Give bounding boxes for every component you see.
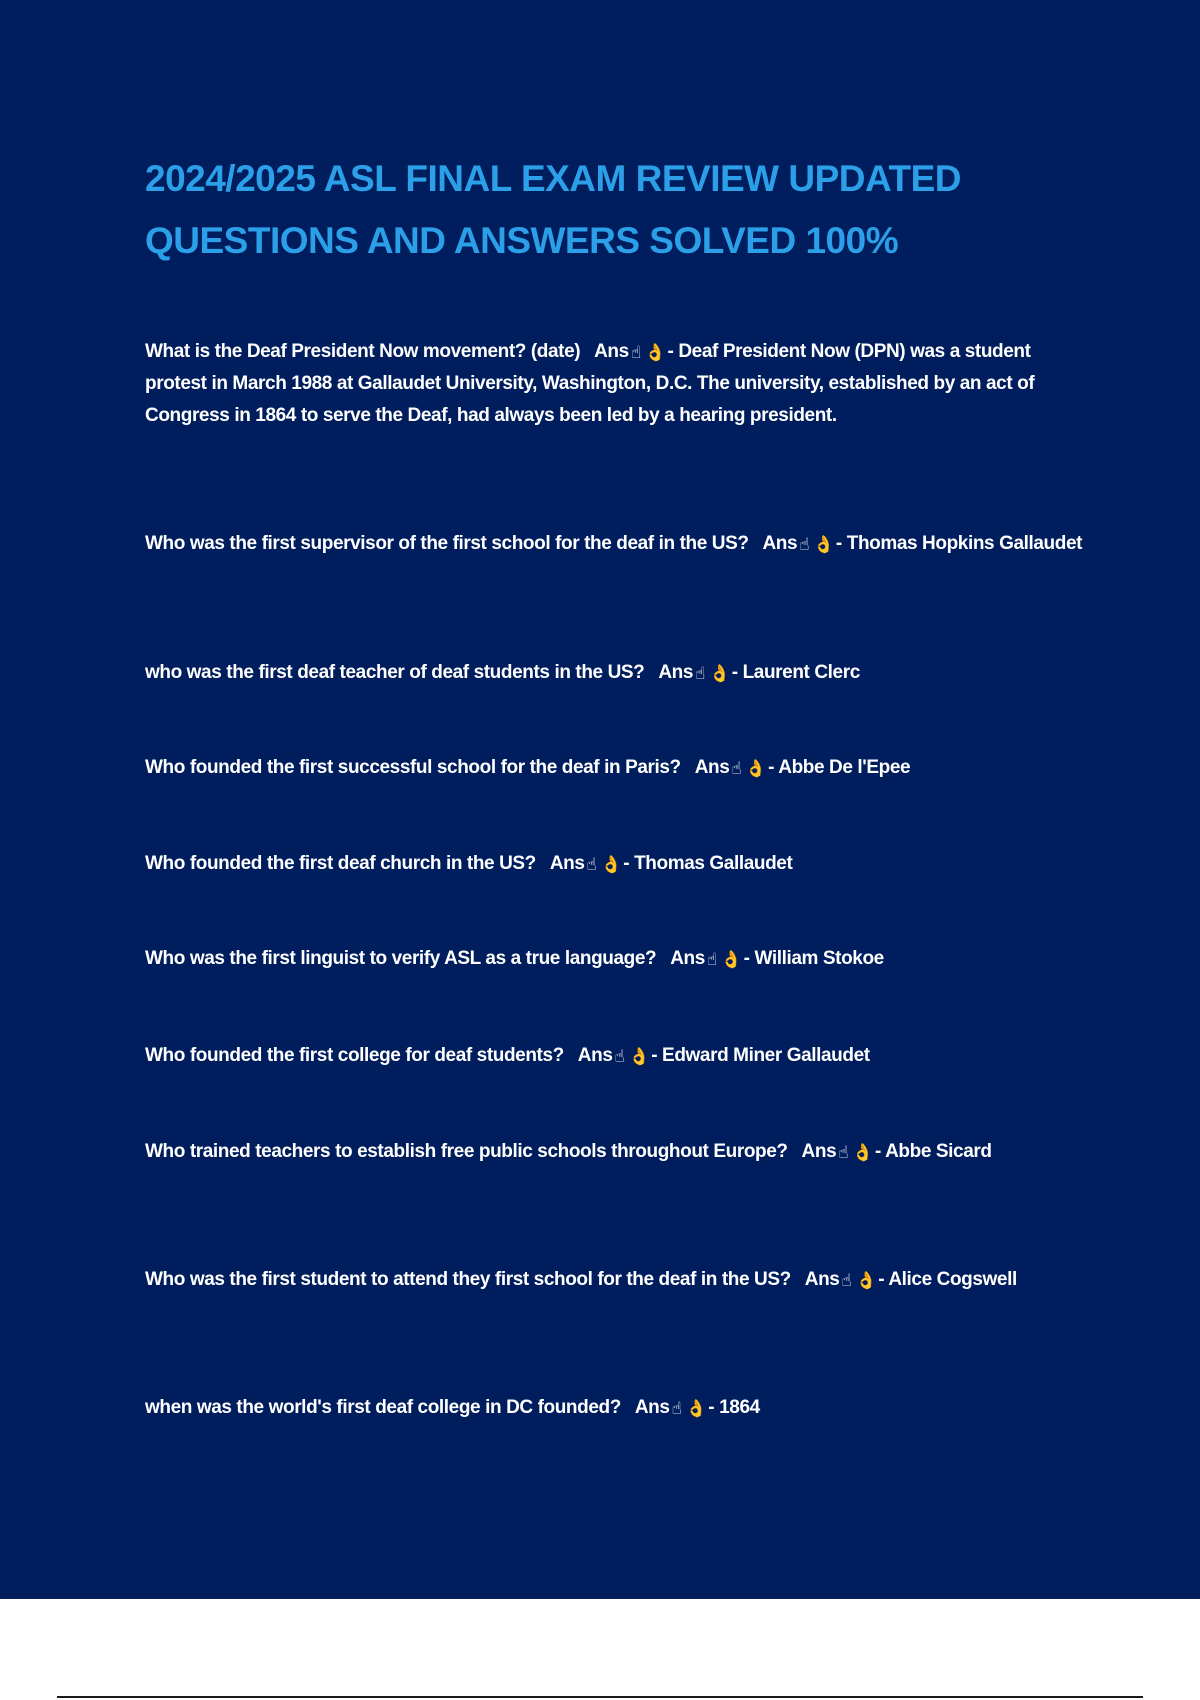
answer-separator: - — [768, 757, 779, 778]
answer-text: Thomas Gallaudet — [634, 853, 793, 874]
answer-text: Laurent Clerc — [742, 662, 860, 683]
qa-item — [145, 1392, 1090, 1424]
pointing-hand-icon: ☝ — [614, 1047, 625, 1067]
answer-label: Ans — [634, 1397, 670, 1418]
pointing-hand-icon: ☝ — [586, 855, 597, 875]
ok-hand-icon: 👌 — [644, 343, 666, 363]
qa-item — [145, 1040, 1090, 1072]
ok-hand-icon: 👌 — [855, 1271, 877, 1291]
answer-separator: - — [623, 853, 635, 874]
answer-label: Ans — [594, 341, 629, 362]
answer-text: Abbe Sicard — [885, 1141, 992, 1162]
question-text: Who founded the first deaf church in the US? — [145, 853, 536, 874]
answer-label: Ans — [801, 1141, 837, 1162]
qa-item — [145, 657, 1090, 689]
question-text: when was the world's first deaf college in DC founded? — [145, 1397, 621, 1418]
pointing-hand-icon: ☝ — [630, 343, 641, 363]
question-text: Who trained teachers to establish free public schools throughout Europe? — [145, 1141, 788, 1162]
pointing-hand-icon: ☝ — [671, 1399, 682, 1419]
qa-item — [145, 848, 1090, 880]
answer-text: Alice Cogswell — [888, 1269, 1017, 1290]
answer-label: Ans — [549, 853, 585, 874]
answer-text: William Stokoe — [754, 948, 884, 969]
answer-separator: - — [743, 948, 755, 969]
question-text: Who founded the first college for deaf students? — [145, 1045, 564, 1066]
qa-item — [145, 528, 1090, 560]
answer-text: Thomas Hopkins Gallaudet — [846, 533, 1083, 554]
footer-divider — [57, 1696, 1143, 1698]
answer-label: Ans — [694, 757, 730, 778]
question-text: Who was the first linguist to verify ASL as a true language? — [145, 948, 657, 969]
qa-item — [145, 1264, 1090, 1296]
ok-hand-icon: 👌 — [708, 664, 730, 684]
ok-hand-icon: 👌 — [600, 855, 622, 875]
answer-separator: - — [708, 1397, 720, 1418]
qa-item — [145, 1136, 1090, 1168]
ok-hand-icon: 👌 — [628, 1047, 650, 1067]
ok-hand-icon: 👌 — [685, 1399, 707, 1419]
answer-text: Deaf President Now (DPN) was a student protest in March 1988 at Gallaudet University, Washington, D.C. The university, established by an act of Congress in 1864 to serve the Deaf, had always been led by a hearing president. — [145, 341, 1035, 426]
ok-hand-icon: 👌 — [720, 950, 742, 970]
answer-separator: - — [667, 341, 679, 362]
answer-label: Ans — [658, 662, 694, 683]
answer-separator: - — [835, 533, 847, 554]
answer-separator: - — [731, 662, 743, 683]
answer-text: Edward Miner Gallaudet — [662, 1045, 870, 1066]
question-text: who was the first deaf teacher of deaf students in the US? — [145, 662, 645, 683]
qa-item — [145, 336, 1090, 432]
answer-separator: - — [878, 1269, 889, 1290]
answer-separator: - — [651, 1045, 663, 1066]
answer-label: Ans — [762, 533, 798, 554]
ok-hand-icon: 👌 — [745, 759, 767, 779]
pointing-hand-icon: ☝ — [841, 1271, 852, 1291]
pointing-hand-icon: ☝ — [706, 950, 717, 970]
question-text: Who was the first supervisor of the first school for the deaf in the US? — [145, 533, 749, 554]
pointing-hand-icon: ☝ — [695, 664, 705, 684]
question-text: Who founded the first successful school for the deaf in Paris? — [145, 757, 681, 778]
ok-hand-icon: 👌 — [852, 1143, 873, 1163]
question-text: Who was the first student to attend they first school for the deaf in the US? — [145, 1269, 791, 1290]
qa-item — [145, 752, 1090, 784]
answer-label: Ans — [577, 1045, 613, 1066]
answer-separator: - — [874, 1141, 886, 1162]
pointing-hand-icon: ☝ — [838, 1143, 849, 1163]
pointing-hand-icon: ☝ — [799, 535, 810, 555]
qa-item — [145, 943, 1090, 975]
answer-text: 1864 — [719, 1397, 760, 1418]
ok-hand-icon: 👌 — [813, 535, 834, 555]
answer-label: Ans — [670, 948, 705, 969]
document-title: 2024/2025 ASL FINAL EXAM REVIEW UPDATED QUESTIONS AND ANSWERS SOLVED 100% — [145, 158, 961, 261]
answer-text: Abbe De l'Epee — [778, 757, 911, 778]
pointing-hand-icon: ☝ — [731, 759, 742, 779]
question-text: What is the Deaf President Now movement? (date) — [145, 341, 581, 362]
answer-label: Ans — [804, 1269, 840, 1290]
